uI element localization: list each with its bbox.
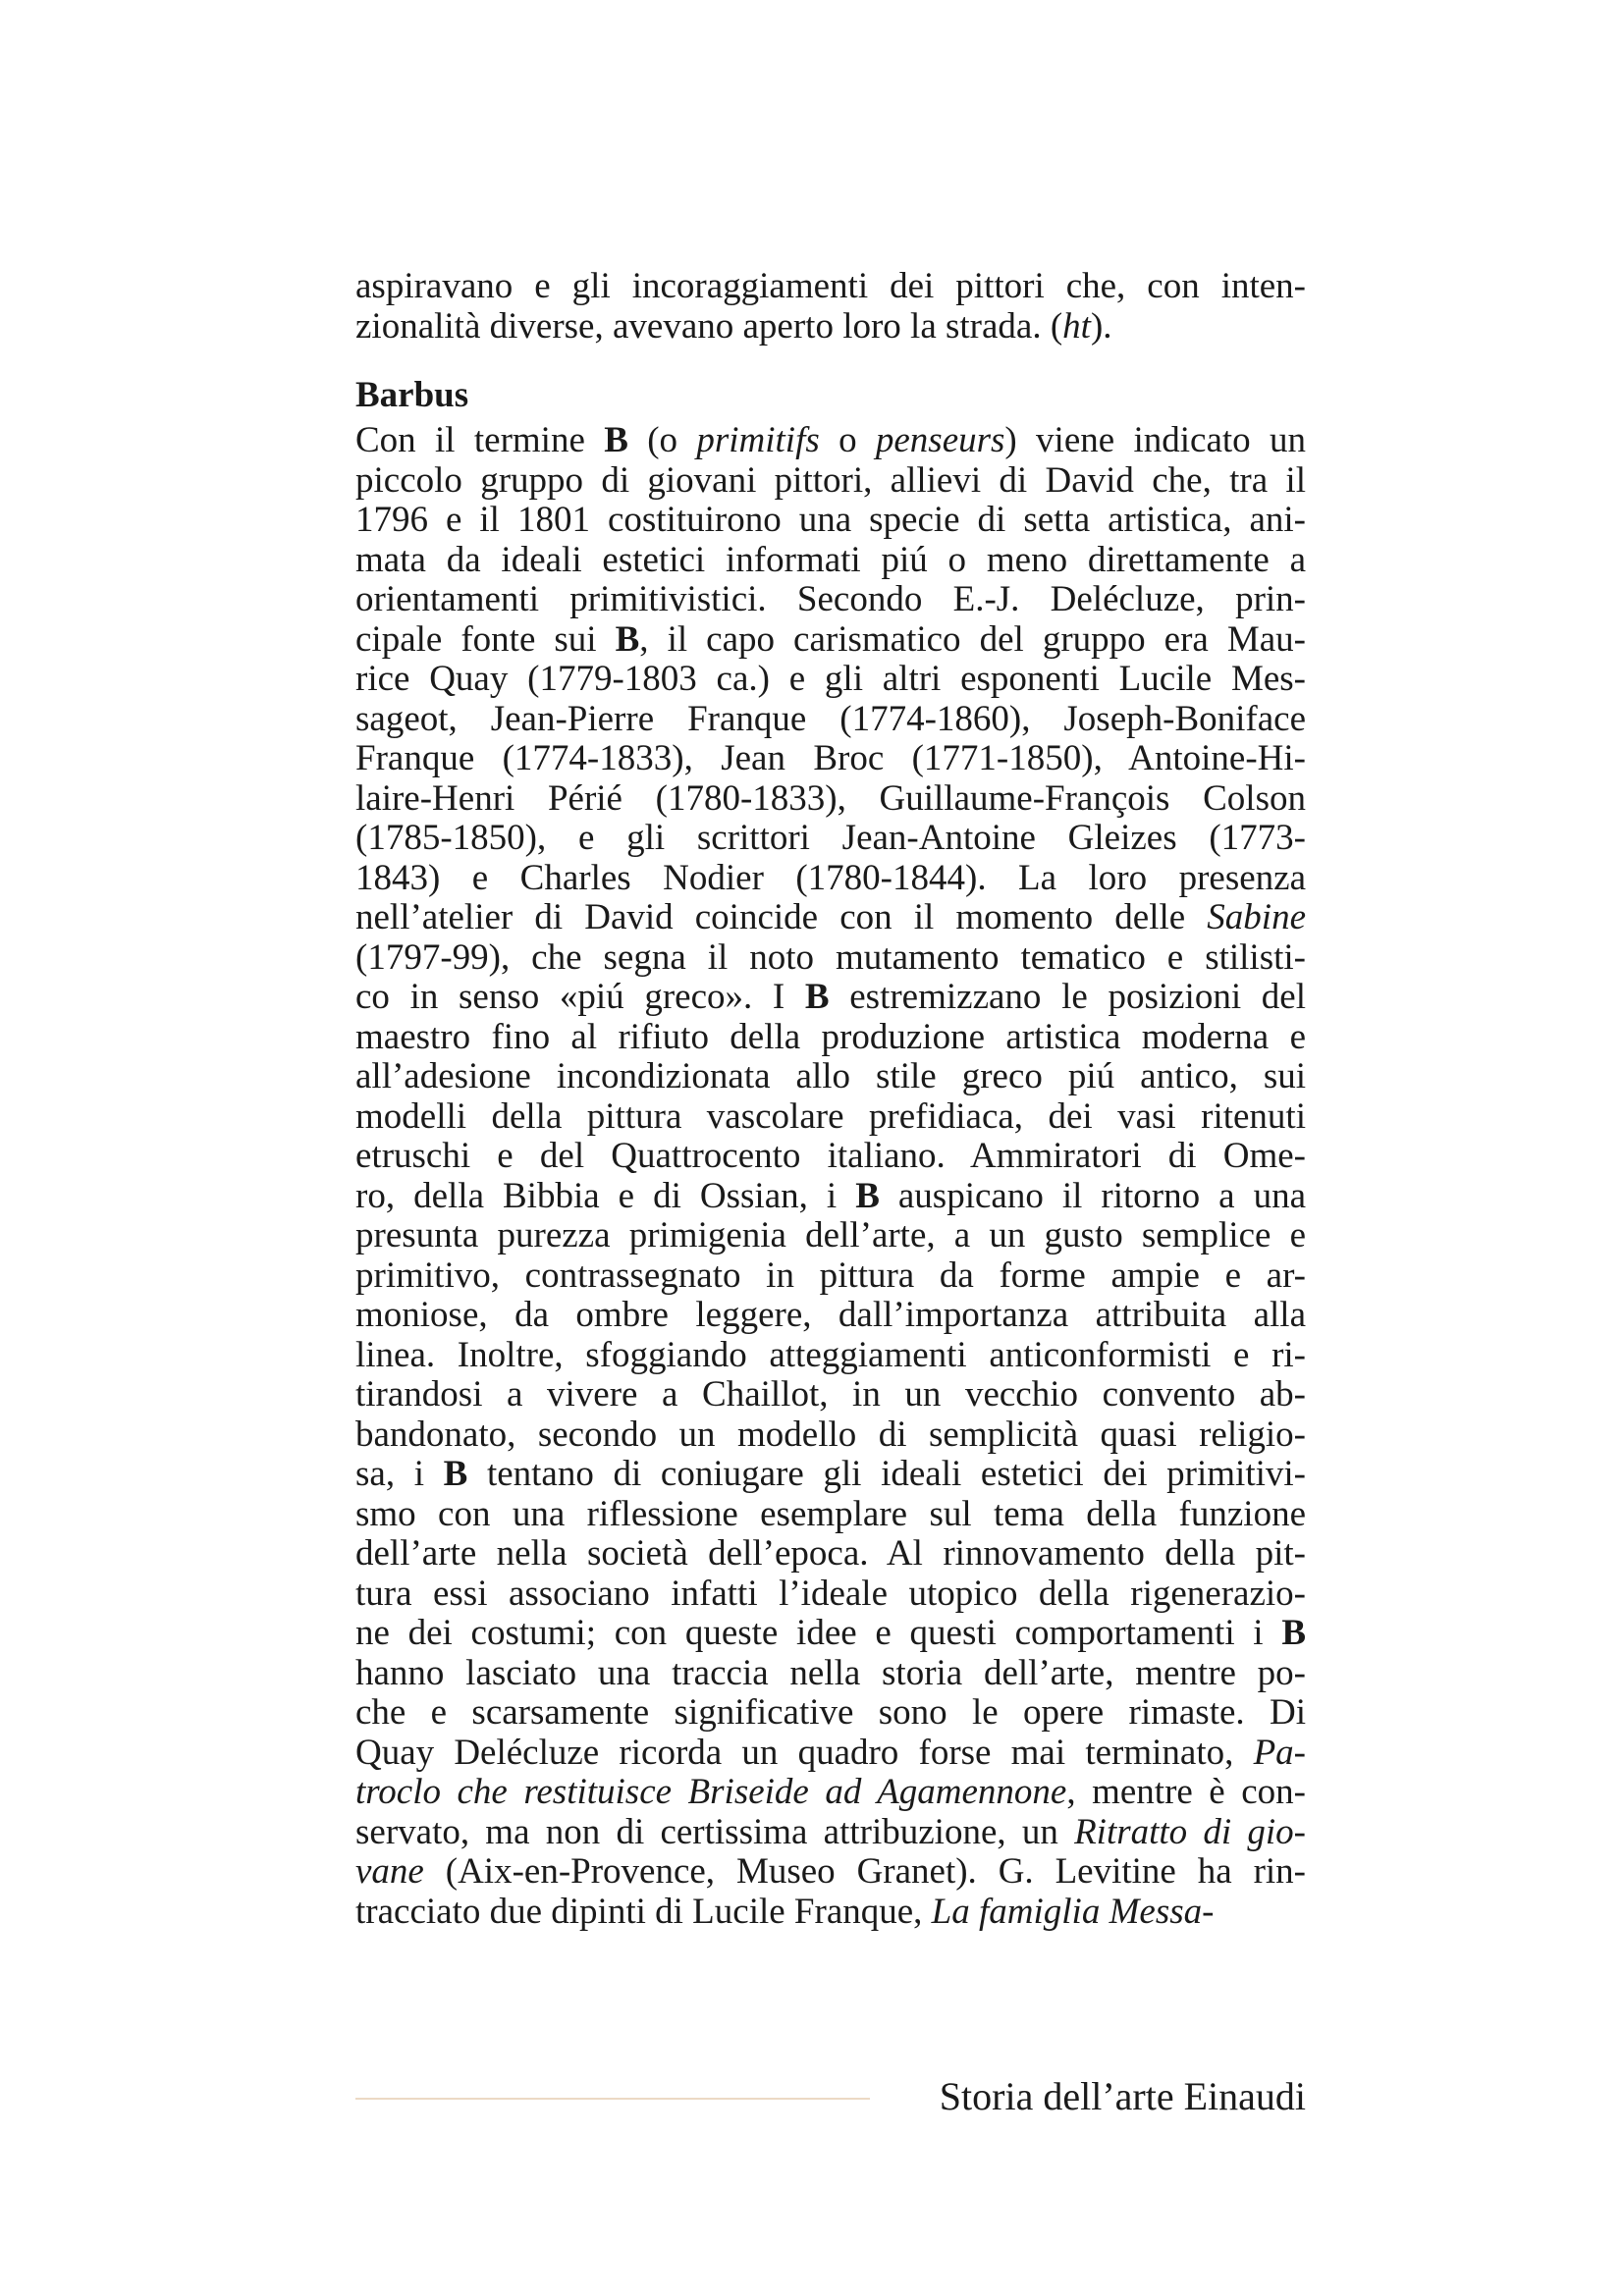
artwork-title: Ritratto di gio- [1074, 1811, 1306, 1852]
entry-line-27 [355, 1455, 1306, 1495]
entry-line-8: sageot, Jean-Pierre Franque (1774-1860), Joseph-Boniface [355, 698, 1306, 739]
entry-line-2: piccolo gruppo di giovani pittori, allievi di David che, tra il [355, 459, 1306, 501]
text-run: (o [627, 420, 697, 460]
text-run: sa, i [355, 1454, 444, 1494]
artwork-title: Pa- [1253, 1732, 1306, 1773]
artwork-title: La famiglia Messa- [931, 1891, 1215, 1932]
text-run: (Aix-en-Provence, Museo Granet). G. Levitine ha rin- [423, 1851, 1306, 1892]
text-run: , mentre è con- [1066, 1772, 1306, 1812]
text-run: Quay Delécluze ricorda un quadro forse mai terminato, [355, 1732, 1254, 1773]
text-run: co in senso «piú greco». I [355, 977, 805, 1017]
page-footer [355, 2069, 1306, 2128]
entry-line-36 [355, 1813, 1306, 1853]
intro-line-2 [355, 307, 1306, 347]
entry-line-25: tirandosi a vivere a Chaillot, in un vecchio convento ab- [355, 1374, 1306, 1415]
entry-line-6 [355, 620, 1306, 661]
text-run: ne dei costumi; con queste idee e questi comportamenti i [355, 1613, 1282, 1653]
footer-divider [355, 2098, 870, 2100]
text-run: ro, della Bibbia e di Ossian, i [355, 1175, 856, 1216]
entry-line-38 [355, 1893, 1306, 1933]
entry-line-34 [355, 1734, 1306, 1774]
footer-book-title: Storia dell’arte Einaudi [939, 2074, 1306, 2118]
bold-abbr: B [1281, 1613, 1306, 1653]
artwork-title: troclo che restituisce Briseide ad Agamennone [355, 1772, 1067, 1812]
text-run: tentano di coniugare gli ideali estetici dei primitivi- [467, 1454, 1306, 1494]
bold-abbr: B [443, 1454, 468, 1494]
entry-line-19: etruschi e del Quattrocento italiano. Ammiratori di Ome- [355, 1136, 1306, 1176]
text-run: nell’atelier di David coincide con il momento delle [355, 897, 1208, 937]
text-run: tracciato due dipinti di Lucile Franque, [355, 1891, 932, 1932]
entry-line-10: laire-Henri Périé (1780-1833), Guillaume-François Colson [355, 777, 1306, 819]
entry-line-3: 1796 e il 1801 costituirono una specie di setta artistica, ani- [355, 500, 1306, 540]
intro-line-2-text: zionalità diverse, avevano aperto loro la strada. ( [355, 305, 1063, 347]
entry-line-20 [355, 1177, 1306, 1217]
bold-abbr: B [855, 1175, 880, 1216]
bold-abbr: B [615, 618, 640, 660]
text-run: o [819, 420, 876, 460]
text-run: Con il termine [355, 420, 605, 460]
entry-line-30: tura essi associano infatti l’ideale utopico della rigenerazio- [355, 1573, 1306, 1614]
entry-line-21: presunta purezza primigenia dell’arte, a un gusto semplice e [355, 1215, 1306, 1255]
text-run: cipale fonte sui [355, 618, 616, 660]
entry-line-12: 1843) e Charles Nodier (1780-1844). La loro presenza [355, 857, 1306, 898]
entry-line-16: maestro fino al rifiuto della produzione artistica moderna e [355, 1016, 1306, 1057]
intro-line-1: aspiravano e gli incoraggiamenti dei pittori che, con inten- [355, 266, 1306, 306]
artwork-title: Sabine [1207, 897, 1306, 937]
entry-line-15 [355, 978, 1306, 1018]
entry-line-11: (1785-1850), e gli scrittori Jean-Antoine Gleizes (1773- [355, 818, 1306, 858]
entry-line-26: bandonato, secondo un modello di semplicità quasi religio- [355, 1414, 1306, 1455]
italic-term: primitifs [696, 420, 820, 460]
text-column [355, 267, 1306, 1932]
entry-line-18: modelli della pittura vascolare prefidiaca, dei vasi ritenuti [355, 1095, 1306, 1137]
entry-line-22: primitivo, contrassegnato in pittura da forme ampie e ar- [355, 1255, 1306, 1296]
bold-abbr: B [604, 420, 628, 460]
author-initials: ht [1062, 305, 1091, 347]
intro-line-2-close: ). [1090, 305, 1112, 347]
entry-line-28: smo con una riflessione esemplare sul tema della funzione [355, 1493, 1306, 1534]
entry-line-29: dell’arte nella società dell’epoca. Al rinnovamento della pit- [355, 1533, 1306, 1574]
text-run: , il capo carismatico del gruppo era Mau- [639, 618, 1306, 660]
entry-line-37 [355, 1852, 1306, 1893]
entry-line-1 [355, 421, 1306, 461]
entry-line-33: che e scarsamente significative sono le opere rimaste. Di [355, 1692, 1306, 1733]
text-run: ) viene indicato un [1004, 420, 1306, 460]
entry-line-35 [355, 1773, 1306, 1813]
entry-line-9: Franque (1774-1833), Jean Broc (1771-1850), Antoine-Hi- [355, 738, 1306, 778]
entry-line-23: moniose, da ombre leggere, dall’importanza attribuita alla [355, 1295, 1306, 1335]
text-run: auspicano il ritorno a una [879, 1175, 1306, 1216]
entry-line-32: hanno lasciato una traccia nella storia dell’arte, mentre po- [355, 1652, 1306, 1693]
entry-line-24: linea. Inoltre, sfoggiando atteggiamenti anticonformisti e ri- [355, 1334, 1306, 1375]
artwork-title: vane [355, 1851, 424, 1892]
entry-line-4: mata da ideali estetici informati piú o meno direttamente a [355, 539, 1306, 580]
entry-line-5: orientamenti primitivistici. Secondo E.-J. Delécluze, prin- [355, 579, 1306, 619]
text-run: servato, ma non di certissima attribuzione, un [355, 1811, 1075, 1852]
entry-line-17: all’adesione incondizionata allo stile greco piú antico, sui [355, 1056, 1306, 1096]
entry-line-14: (1797-99), che segna il noto mutamento tematico e stilisti- [355, 936, 1306, 978]
entry-line-13 [355, 898, 1306, 938]
entry-heading: Barbus [355, 375, 469, 415]
entry-line-31 [355, 1614, 1306, 1654]
italic-term: penseurs [875, 420, 1005, 460]
text-run: estremizzano le posizioni del [829, 977, 1306, 1017]
entry-line-7: rice Quay (1779-1803 ca.) e gli altri esponenti Lucile Mes- [355, 659, 1306, 699]
bold-abbr: B [804, 977, 830, 1017]
